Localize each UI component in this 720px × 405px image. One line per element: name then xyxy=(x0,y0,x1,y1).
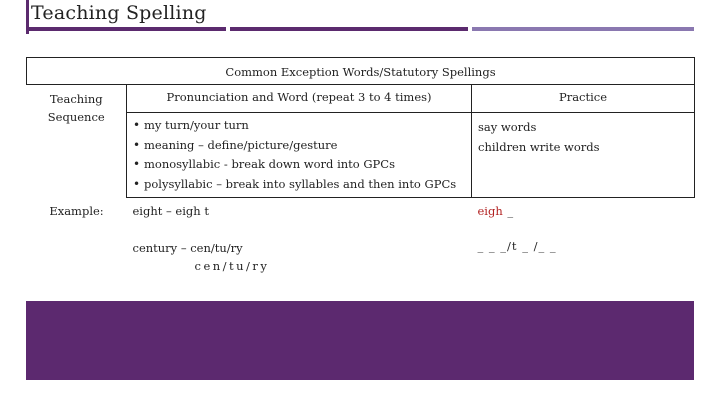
example-practice-grapheme: eigh xyxy=(477,204,503,218)
teaching-sequence-label xyxy=(27,85,127,198)
slide-title: Teaching Spelling xyxy=(31,2,207,24)
empty-cell xyxy=(27,231,127,281)
example-practice-blank: _ xyxy=(502,204,515,218)
practice-step: say words xyxy=(478,120,537,134)
pronunciation-header: Pronunciation and Word (repeat 3 to 4 times) xyxy=(127,85,472,113)
list-item: • meaning – define/picture/gesture xyxy=(133,136,465,156)
example-practice xyxy=(472,198,695,231)
spelling-table xyxy=(26,57,695,281)
list-item: • monosyllabic - break down word into GPCs xyxy=(133,155,465,175)
title-rule-segment xyxy=(230,27,468,31)
table-caption: Common Exception Words/Statutory Spellings xyxy=(27,58,695,85)
list-item: • polysyllabic – break into syllables and then into GPCs xyxy=(133,175,465,195)
teaching-sequence-text: Teaching Sequence xyxy=(47,92,105,124)
title-rule-segment xyxy=(472,27,694,31)
century-split: cen/tu/ry xyxy=(194,258,270,273)
teaching-steps-list xyxy=(133,116,465,194)
practice-steps-cell xyxy=(472,113,695,198)
century-word: century – cen/tu/ry xyxy=(132,240,243,255)
practice-header: Practice xyxy=(472,85,695,113)
teaching-steps-cell xyxy=(127,113,472,198)
list-item: • my turn/your turn xyxy=(133,116,465,136)
example-word: eight – eigh t xyxy=(132,204,209,218)
example-label: Example: xyxy=(49,203,104,218)
footer-band xyxy=(26,301,694,380)
title-rule-segment xyxy=(26,27,226,31)
century-cell xyxy=(127,231,472,281)
practice-step: children write words xyxy=(478,139,600,154)
century-practice: _ _ _/t _ /_ _ xyxy=(477,238,557,253)
